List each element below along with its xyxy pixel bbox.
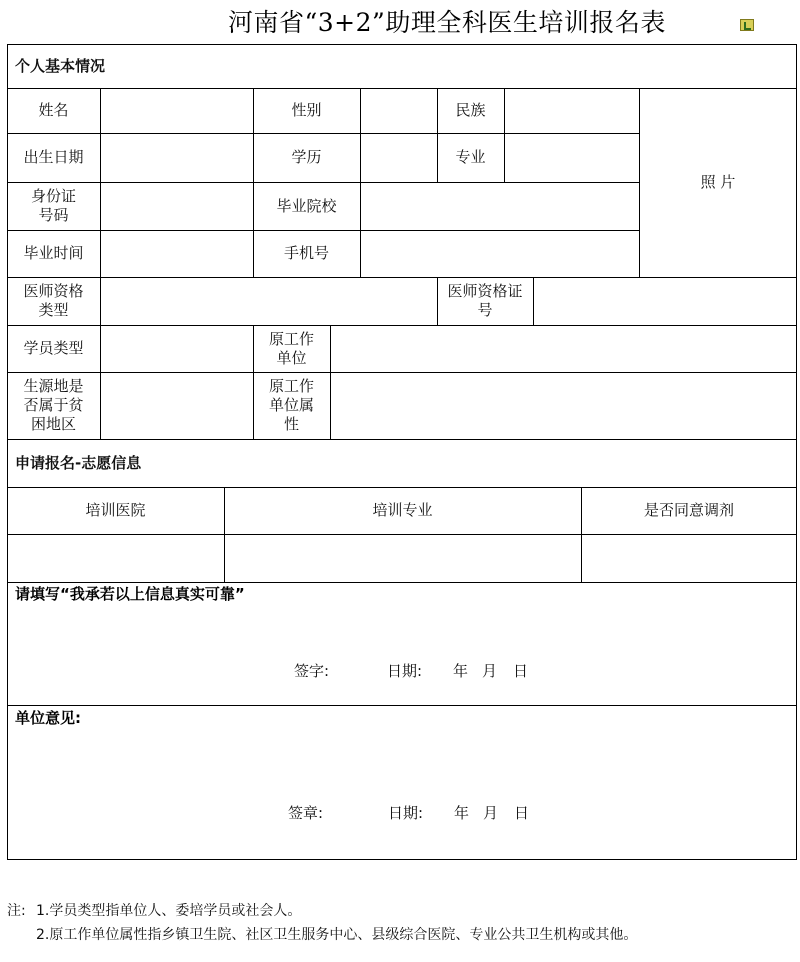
training-hospital-field[interactable] <box>7 534 224 582</box>
name-field[interactable] <box>100 88 253 133</box>
label-ethnicity: 民族 <box>455 101 486 119</box>
seal-month-label: 月 <box>483 804 499 822</box>
label-birth-date: 出生日期 <box>23 148 84 166</box>
label-gender: 性别 <box>291 101 322 119</box>
gender-field[interactable] <box>360 88 437 133</box>
sign-date-label: 日期: <box>387 662 423 680</box>
label-original-unit: 原工作 单位 <box>268 329 314 367</box>
note-line-1: 1.学员类型指单位人、委培学员或社会人。 <box>36 903 302 919</box>
sign-day-label: 日 <box>513 662 529 680</box>
sign-month-label: 月 <box>482 662 498 680</box>
note-line-2: 2.原工作单位属性指乡镇卫生院、社区卫生服务中心、县级综合医院、专业公共卫生机构或其他。 <box>36 927 638 943</box>
header-training-specialty: 培训专业 <box>372 501 433 519</box>
sign-year-label: 年 <box>453 662 469 680</box>
id-number-field[interactable] <box>100 182 253 230</box>
label-id-number: 身份证 号码 <box>30 187 76 224</box>
label-phone: 手机号 <box>283 244 329 262</box>
original-unit-nature-field[interactable] <box>330 372 797 439</box>
declaration-prompt: 请填写“我承若以上信息真实可靠” <box>15 585 245 603</box>
major-field[interactable] <box>504 133 639 182</box>
notes-prefix: 注: <box>7 903 26 919</box>
form-title: 河南省“3+2”助理全科医生培训报名表 <box>228 8 666 37</box>
label-original-unit-nature: 原工作 单位属 性 <box>268 377 314 433</box>
photo-box[interactable]: 照 片 <box>700 173 736 191</box>
header-accept-adjustment: 是否同意调剂 <box>643 501 734 519</box>
label-education: 学历 <box>291 148 322 166</box>
label-qualification-number: 医师资格证 号 <box>447 282 523 319</box>
graduate-school-field[interactable] <box>360 182 639 230</box>
birth-date-field[interactable] <box>100 133 253 182</box>
student-type-field[interactable] <box>100 325 253 372</box>
accept-adjustment-field[interactable] <box>581 534 797 582</box>
qualification-type-field[interactable] <box>100 277 437 325</box>
label-poverty-area: 生源地是 否属于贫 困地区 <box>23 377 84 433</box>
label-major: 专业 <box>455 148 486 166</box>
qualification-number-field[interactable] <box>533 277 797 325</box>
section-personal-info: 个人基本情况 <box>15 56 106 75</box>
label-graduate-school: 毕业院校 <box>276 196 337 215</box>
section-application-info: 申请报名-志愿信息 <box>15 453 142 472</box>
label-name: 姓名 <box>38 101 69 119</box>
label-graduate-time: 毕业时间 <box>23 244 84 262</box>
seal-label: 签章: <box>288 804 324 822</box>
seal-day-label: 日 <box>514 804 530 822</box>
label-student-type: 学员类型 <box>23 339 84 357</box>
sign-label: 签字: <box>294 662 330 680</box>
original-unit-field[interactable] <box>330 325 797 372</box>
header-training-hospital: 培训医院 <box>85 501 146 519</box>
graduate-time-field[interactable] <box>100 230 253 277</box>
training-specialty-field[interactable] <box>224 534 581 582</box>
edit-marker-icon <box>740 19 754 31</box>
phone-field[interactable] <box>360 230 639 277</box>
seal-year-label: 年 <box>454 804 470 822</box>
seal-date-label: 日期: <box>388 804 424 822</box>
registration-form <box>7 44 797 860</box>
ethnicity-field[interactable] <box>504 88 639 133</box>
unit-opinion-label: 单位意见: <box>15 709 81 727</box>
poverty-area-field[interactable] <box>100 372 253 439</box>
education-field[interactable] <box>360 133 437 182</box>
label-qualification-type: 医师资格 类型 <box>23 282 84 319</box>
